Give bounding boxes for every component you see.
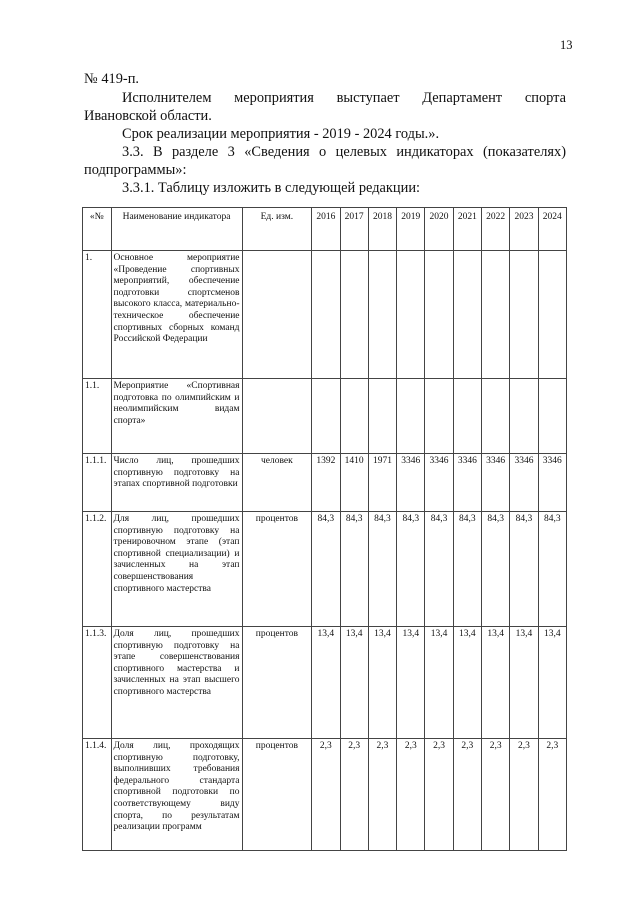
value-cell: 2,3 — [340, 739, 368, 851]
value-cell: 2,3 — [453, 739, 481, 851]
table-row — [83, 627, 567, 739]
value-cell: 84,3 — [340, 512, 368, 627]
value-cell — [312, 379, 340, 454]
value-cell: 13,4 — [482, 627, 510, 739]
indicators-table — [82, 207, 567, 851]
unit-cell: процентов — [242, 627, 312, 739]
header-year: 2024 — [538, 208, 566, 251]
value-cell: 13,4 — [453, 627, 481, 739]
header-indicator-name: Наименование индикатора — [111, 208, 242, 251]
value-cell: 3346 — [397, 454, 425, 512]
value-cell — [425, 379, 453, 454]
value-cell — [425, 251, 453, 379]
value-cell: 13,4 — [425, 627, 453, 739]
value-cell: 84,3 — [368, 512, 396, 627]
paragraph-line: Срок реализации мероприятия - 2019 - 2024 годы.». — [122, 126, 440, 142]
row-number: 1.1.3. — [83, 627, 112, 739]
paragraph-line: Ивановской области. — [84, 108, 212, 124]
value-cell: 84,3 — [425, 512, 453, 627]
value-cell: 84,3 — [397, 512, 425, 627]
table-row — [83, 379, 567, 454]
row-number: 1.1.2. — [83, 512, 112, 627]
header-unit: Ед. изм. — [242, 208, 312, 251]
value-cell: 2,3 — [312, 739, 340, 851]
value-cell: 3346 — [425, 454, 453, 512]
row-number: 1.1. — [83, 379, 112, 454]
value-cell: 2,3 — [538, 739, 566, 851]
value-cell: 2,3 — [425, 739, 453, 851]
value-cell — [340, 379, 368, 454]
header-year: 2016 — [312, 208, 340, 251]
value-cell: 1410 — [340, 454, 368, 512]
header-year: 2018 — [368, 208, 396, 251]
header-number: «№ — [83, 208, 112, 251]
value-cell: 1971 — [368, 454, 396, 512]
value-cell — [453, 379, 481, 454]
paragraph-line: 3.3. В разделе 3 «Сведения о целевых индикаторах (показателях) — [122, 144, 566, 160]
value-cell: 13,4 — [368, 627, 396, 739]
unit-cell: процентов — [242, 739, 312, 851]
indicator-name: Для лиц, прошедших спортивную подготовку на тренировочном этапе (этап спортивной специализации) и зачисленных на этап совершенствования спортивного мастерства — [111, 512, 242, 627]
value-cell: 2,3 — [482, 739, 510, 851]
header-year: 2017 — [340, 208, 368, 251]
value-cell — [538, 251, 566, 379]
value-cell: 84,3 — [453, 512, 481, 627]
row-number: 1.1.1. — [83, 454, 112, 512]
table-row — [83, 512, 567, 627]
table-row — [83, 251, 567, 379]
row-number: 1.1.4. — [83, 739, 112, 851]
value-cell: 84,3 — [538, 512, 566, 627]
value-cell — [312, 251, 340, 379]
value-cell: 84,3 — [482, 512, 510, 627]
unit-cell: процентов — [242, 512, 312, 627]
header-year: 2020 — [425, 208, 453, 251]
indicator-name: Доля лиц, проходящих спортивную подготовку, выполнивших требования федерального стандарта спортивной подготовки по соответствующему виду спорта, по результатам реализации программ — [111, 739, 242, 851]
unit-cell: человек — [242, 454, 312, 512]
value-cell: 3346 — [453, 454, 481, 512]
header-year: 2022 — [482, 208, 510, 251]
value-cell: 2,3 — [397, 739, 425, 851]
value-cell — [368, 251, 396, 379]
value-cell — [340, 251, 368, 379]
value-cell: 1392 — [312, 454, 340, 512]
value-cell: 13,4 — [340, 627, 368, 739]
value-cell: 2,3 — [368, 739, 396, 851]
value-cell — [482, 379, 510, 454]
table-row — [83, 454, 567, 512]
table-header-row — [83, 208, 567, 251]
header-year: 2023 — [510, 208, 538, 251]
unit-cell — [242, 379, 312, 454]
value-cell — [482, 251, 510, 379]
paragraph-line: Исполнителем мероприятия выступает Департамент спорта — [122, 90, 566, 106]
value-cell — [368, 379, 396, 454]
value-cell: 3346 — [510, 454, 538, 512]
table-row — [83, 739, 567, 851]
indicator-name: Основное мероприятие «Проведение спортивных мероприятий, обеспечение подготовки спортсменов высокого класса, материально-техническое обеспечение спортивных сборных команд Российской Федерации — [111, 251, 242, 379]
page-number: 13 — [560, 38, 573, 52]
value-cell: 84,3 — [510, 512, 538, 627]
paragraph-line: № 419-п. — [84, 71, 140, 87]
paragraph-line: подпрограммы»: — [84, 162, 187, 178]
value-cell: 2,3 — [510, 739, 538, 851]
indicator-name: Доля лиц, прошедших спортивную подготовку на этапе совершенствования спортивного мастерства и зачисленных на этап высшего спортивного мастерства — [111, 627, 242, 739]
header-year: 2021 — [453, 208, 481, 251]
value-cell: 84,3 — [312, 512, 340, 627]
value-cell — [538, 379, 566, 454]
value-cell: 13,4 — [510, 627, 538, 739]
indicator-name: Мероприятие «Спортивная подготовка по олимпийским и неолимпийским видам спорта» — [111, 379, 242, 454]
row-number: 1. — [83, 251, 112, 379]
value-cell — [510, 379, 538, 454]
header-year: 2019 — [397, 208, 425, 251]
paragraph-line: 3.3.1. Таблицу изложить в следующей редакции: — [122, 180, 421, 196]
value-cell: 3346 — [482, 454, 510, 512]
value-cell — [397, 379, 425, 454]
value-cell: 13,4 — [312, 627, 340, 739]
value-cell — [510, 251, 538, 379]
value-cell — [397, 251, 425, 379]
value-cell: 13,4 — [538, 627, 566, 739]
indicator-name: Число лиц, прошедших спортивную подготовку на этапах спортивной подготовки — [111, 454, 242, 512]
value-cell: 3346 — [538, 454, 566, 512]
value-cell — [453, 251, 481, 379]
unit-cell — [242, 251, 312, 379]
value-cell: 13,4 — [397, 627, 425, 739]
